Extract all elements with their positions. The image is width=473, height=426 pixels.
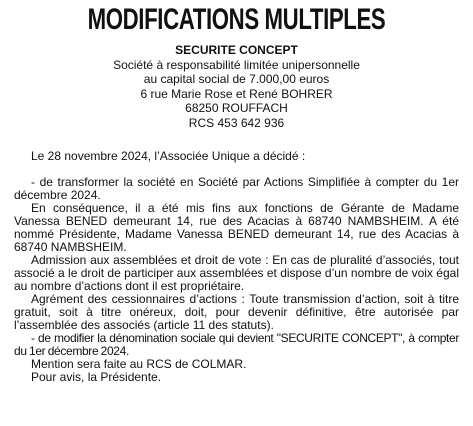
decision-name-change: - de modifier la dénomination sociale qui devient "SECURITE CONCEPT", à compter du 1er décembre 2024.	[14, 331, 459, 358]
decision-share-transfer: Agrément des cessionnaires d’actions : Toute transmission d’action, soit à titre gratuit, soit à titre onéreux, doit, pour devenir définitive, être autorisée par l’assemblée des associés (article 11 des statuts).	[14, 292, 459, 332]
company-street-address: 6 rue Marie Rose et René BOHRER	[140, 86, 333, 101]
decision-voting-rights: Admission aux assemblées et droit de vote : En cas de pluralité d’associés, tout associé a le droit de participer aux assemblées et dispose d’un nombre de voix égal au nombre d’actions dont il est propriétaire.	[14, 253, 459, 293]
decision-transformation: - de transformer la société en Société par Actions Simplifiée à compter du 1er décembre 2024.	[14, 175, 459, 202]
company-info-block	[0, 43, 473, 131]
company-rcs-number: RCS 453 642 936	[188, 115, 285, 130]
decision-intro: Le 28 novembre 2024, l’Associée Unique a décidé :	[31, 149, 306, 163]
notice-body	[14, 150, 459, 384]
company-legal-form: Société à responsabilité limitée unipersonnelle	[113, 57, 360, 72]
notice-signature: Pour avis, la Présidente.	[31, 370, 162, 384]
company-postal-city: 68250 ROUFFACH	[185, 101, 288, 116]
company-name: SECURITE CONCEPT	[175, 43, 298, 57]
company-capital: au capital social de 7.000,00 euros	[143, 72, 330, 87]
notice-headline: MODIFICATIONS MULTIPLES	[87, 3, 386, 36]
registry-mention: Mention sera faite au RCS de COLMAR.	[31, 357, 247, 371]
decision-manager-change: En conséquence, il a été mis fins aux fonctions de Gérante de Madame Vanessa BENED demeurant 14, rue des Acacias à 68740 NAMBSHEIM. A été nommé Présidente, Madame Vanessa BENED demeurant 14, rue des Acacias à 68740 NAMBSHEIM.	[14, 201, 459, 254]
